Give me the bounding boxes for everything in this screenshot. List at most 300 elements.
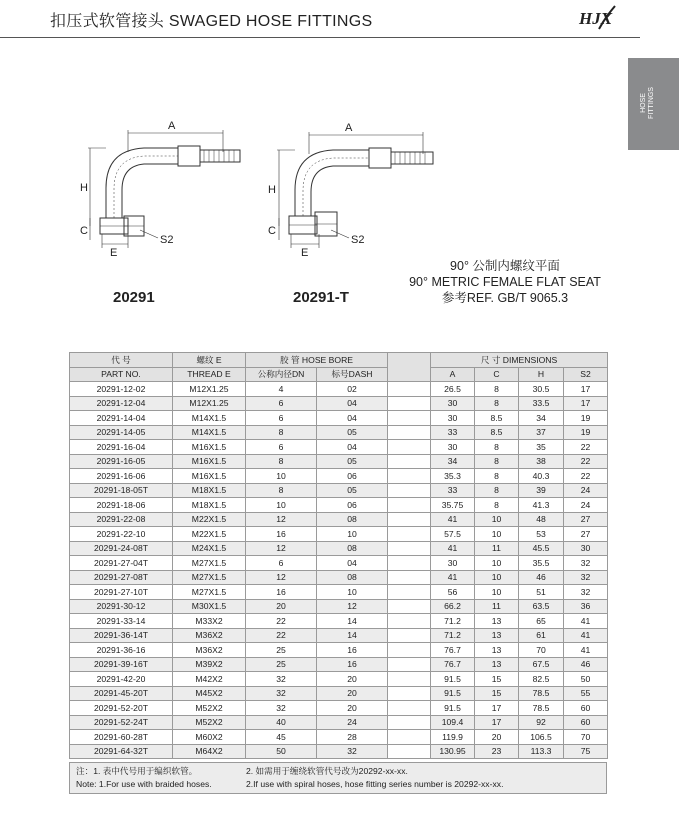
cell-s2: 60 — [564, 715, 608, 730]
cell-thread: M36X2 — [173, 643, 246, 658]
cell-dn: 8 — [246, 454, 317, 469]
cell-dn: 12 — [246, 512, 317, 527]
cell-a: 41 — [431, 570, 475, 585]
cell-c: 10 — [475, 556, 519, 571]
cell-a: 71.2 — [431, 614, 475, 629]
cell-part-no: 20291-27-04T — [70, 556, 173, 571]
cell-h: 35.5 — [519, 556, 564, 571]
cell-dn: 25 — [246, 643, 317, 658]
cell-dn: 40 — [246, 715, 317, 730]
cell-dash: 05 — [317, 454, 388, 469]
cell-dn: 10 — [246, 469, 317, 484]
cell-c: 8 — [475, 396, 519, 411]
cell-c: 10 — [475, 527, 519, 542]
cell-s2: 27 — [564, 527, 608, 542]
cell-a: 35.3 — [431, 469, 475, 484]
cell-thread: M42X2 — [173, 672, 246, 687]
cell-c: 15 — [475, 672, 519, 687]
cell-h: 30.5 — [519, 382, 564, 397]
note-cn-1: 注：1. 表中代号用于编织软管。 — [76, 766, 198, 776]
cell-part-no: 20291-24-08T — [70, 541, 173, 556]
cell-s2: 41 — [564, 614, 608, 629]
cell-a: 33 — [431, 425, 475, 440]
header-rule — [0, 37, 640, 38]
cell-thread: M22X1.5 — [173, 527, 246, 542]
page-title: 扣压式软管接头 SWAGED HOSE FITTINGS — [50, 13, 373, 30]
cell-c: 13 — [475, 643, 519, 658]
cell-a: 30 — [431, 411, 475, 426]
table-row — [70, 585, 608, 600]
fitting-drawing-20291 — [78, 118, 253, 258]
cell-dash: 10 — [317, 585, 388, 600]
table-row — [70, 701, 608, 716]
cell-s2: 22 — [564, 454, 608, 469]
cell-dash: 08 — [317, 541, 388, 556]
cell-spacer — [388, 672, 431, 687]
cell-dash: 32 — [317, 744, 388, 759]
svg-text:A: A — [345, 122, 353, 134]
svg-text:C: C — [268, 225, 276, 237]
cell-s2: 75 — [564, 744, 608, 759]
cell-c: 10 — [475, 585, 519, 600]
table-notes — [69, 762, 607, 794]
cell-h: 63.5 — [519, 599, 564, 614]
cell-part-no: 20291-14-05 — [70, 425, 173, 440]
cell-dn: 4 — [246, 382, 317, 397]
cell-spacer — [388, 454, 431, 469]
section-tab-hose-fittings[interactable] — [628, 58, 679, 150]
table-row — [70, 527, 608, 542]
cell-c: 17 — [475, 715, 519, 730]
svg-text:S2: S2 — [160, 234, 174, 246]
table-row — [70, 614, 608, 629]
cell-dn: 8 — [246, 425, 317, 440]
cell-c: 11 — [475, 599, 519, 614]
cell-s2: 17 — [564, 396, 608, 411]
cell-part-no: 20291-42-20 — [70, 672, 173, 687]
cell-part-no: 20291-39-16T — [70, 657, 173, 672]
header-part-cn: 代 号 — [70, 353, 173, 368]
cell-c: 23 — [475, 744, 519, 759]
cell-thread: M39X2 — [173, 657, 246, 672]
page-header — [0, 0, 679, 38]
cell-a: 30 — [431, 396, 475, 411]
cell-part-no: 20291-45-20T — [70, 686, 173, 701]
cell-dn: 32 — [246, 701, 317, 716]
cell-dash: 14 — [317, 614, 388, 629]
cell-part-no: 20291-22-10 — [70, 527, 173, 542]
cell-s2: 27 — [564, 512, 608, 527]
cell-h: 45.5 — [519, 541, 564, 556]
header-s2: S2 — [564, 367, 608, 382]
cell-h: 38 — [519, 454, 564, 469]
cell-s2: 32 — [564, 570, 608, 585]
cell-spacer — [388, 556, 431, 571]
header-dash: 标号DASH — [317, 367, 388, 382]
cell-dn: 10 — [246, 498, 317, 513]
cell-a: 130.95 — [431, 744, 475, 759]
cell-h: 61 — [519, 628, 564, 643]
cell-h: 67.5 — [519, 657, 564, 672]
cell-thread: M22X1.5 — [173, 512, 246, 527]
cell-dn: 16 — [246, 527, 317, 542]
cell-spacer — [388, 512, 431, 527]
cell-thread: M27X1.5 — [173, 585, 246, 600]
cell-h: 82.5 — [519, 672, 564, 687]
cell-h: 37 — [519, 425, 564, 440]
cell-thread: M12X1.25 — [173, 396, 246, 411]
cell-spacer — [388, 425, 431, 440]
cell-spacer — [388, 440, 431, 455]
cell-spacer — [388, 396, 431, 411]
description-line-cn: 90° 公制内螺纹平面 — [450, 259, 560, 273]
cell-thread: M27X1.5 — [173, 556, 246, 571]
cell-s2: 70 — [564, 730, 608, 745]
cell-spacer — [388, 541, 431, 556]
cell-a: 119.9 — [431, 730, 475, 745]
header-spacer — [388, 353, 431, 382]
cell-dash: 12 — [317, 599, 388, 614]
cell-spacer — [388, 715, 431, 730]
cell-s2: 30 — [564, 541, 608, 556]
cell-c: 13 — [475, 614, 519, 629]
cell-dn: 6 — [246, 396, 317, 411]
cell-thread: M36X2 — [173, 628, 246, 643]
cell-dn: 6 — [246, 556, 317, 571]
cell-dash: 05 — [317, 425, 388, 440]
cell-part-no: 20291-18-06 — [70, 498, 173, 513]
cell-a: 26.5 — [431, 382, 475, 397]
cell-spacer — [388, 585, 431, 600]
cell-dash: 20 — [317, 672, 388, 687]
cell-spacer — [388, 701, 431, 716]
header-part-no: PART NO. — [70, 367, 173, 382]
cell-part-no: 20291-16-04 — [70, 440, 173, 455]
cell-a: 35.75 — [431, 498, 475, 513]
cell-thread: M33X2 — [173, 614, 246, 629]
cell-spacer — [388, 382, 431, 397]
table-row — [70, 556, 608, 571]
cell-dn: 16 — [246, 585, 317, 600]
cell-spacer — [388, 730, 431, 745]
cell-s2: 46 — [564, 657, 608, 672]
cell-part-no: 20291-52-24T — [70, 715, 173, 730]
header-c: C — [475, 367, 519, 382]
cell-part-no: 20291-36-14T — [70, 628, 173, 643]
cell-dash: 06 — [317, 498, 388, 513]
cell-c: 8 — [475, 454, 519, 469]
cell-a: 66.2 — [431, 599, 475, 614]
cell-h: 33.5 — [519, 396, 564, 411]
table-row — [70, 643, 608, 658]
cell-thread: M52X2 — [173, 715, 246, 730]
description-reference: 参考REF. GB/T 9065.3 — [441, 291, 569, 305]
cell-dash: 28 — [317, 730, 388, 745]
cell-spacer — [388, 527, 431, 542]
cell-c: 13 — [475, 657, 519, 672]
cell-part-no: 20291-12-02 — [70, 382, 173, 397]
cell-a: 41 — [431, 512, 475, 527]
cell-dash: 10 — [317, 527, 388, 542]
svg-text:H: H — [268, 184, 276, 196]
header-hose-bore: 胶 管 HOSE BORE — [246, 353, 388, 368]
dimensions-table — [69, 352, 608, 759]
cell-dash: 16 — [317, 657, 388, 672]
cell-part-no: 20291-18-05T — [70, 483, 173, 498]
cell-dn: 6 — [246, 440, 317, 455]
cell-h: 35 — [519, 440, 564, 455]
cell-spacer — [388, 599, 431, 614]
cell-a: 71.2 — [431, 628, 475, 643]
cell-spacer — [388, 469, 431, 484]
table-row — [70, 425, 608, 440]
cell-dash: 08 — [317, 512, 388, 527]
part-label-20291-t: 20291-T — [293, 289, 349, 306]
cell-dash: 06 — [317, 469, 388, 484]
description-line-en: 90° METRIC FEMALE FLAT SEAT — [409, 275, 601, 289]
table-row — [70, 411, 608, 426]
brand-logo — [577, 4, 617, 32]
cell-dash: 05 — [317, 483, 388, 498]
cell-c: 8 — [475, 498, 519, 513]
cell-s2: 50 — [564, 672, 608, 687]
cell-s2: 32 — [564, 556, 608, 571]
cell-thread: M16X1.5 — [173, 469, 246, 484]
cell-part-no: 20291-33-14 — [70, 614, 173, 629]
cell-c: 8 — [475, 440, 519, 455]
cell-s2: 19 — [564, 425, 608, 440]
cell-spacer — [388, 657, 431, 672]
side-tab-line1: HOSE — [640, 93, 647, 113]
cell-c: 8.5 — [475, 425, 519, 440]
cell-a: 76.7 — [431, 657, 475, 672]
cell-dn: 12 — [246, 541, 317, 556]
cell-part-no: 20291-30-12 — [70, 599, 173, 614]
cell-s2: 17 — [564, 382, 608, 397]
cell-c: 17 — [475, 701, 519, 716]
cell-thread: M24X1.5 — [173, 541, 246, 556]
table-row — [70, 469, 608, 484]
cell-h: 92 — [519, 715, 564, 730]
cell-part-no: 20291-52-20T — [70, 701, 173, 716]
cell-c: 8 — [475, 469, 519, 484]
cell-thread: M27X1.5 — [173, 570, 246, 585]
cell-spacer — [388, 744, 431, 759]
cell-s2: 55 — [564, 686, 608, 701]
cell-a: 30 — [431, 556, 475, 571]
note-en-1: Note: 1.For use with braided hoses. — [76, 779, 212, 789]
table-row — [70, 657, 608, 672]
cell-thread: M60X2 — [173, 730, 246, 745]
cell-dash: 02 — [317, 382, 388, 397]
cell-thread: M16X1.5 — [173, 440, 246, 455]
cell-spacer — [388, 483, 431, 498]
table-row — [70, 454, 608, 469]
cell-c: 10 — [475, 570, 519, 585]
table-row — [70, 672, 608, 687]
header-a: A — [431, 367, 475, 382]
cell-part-no: 20291-27-10T — [70, 585, 173, 600]
cell-h: 70 — [519, 643, 564, 658]
note-en-2: 2.If use with spiral hoses, hose fitting series number is 20292-xx-xx. — [246, 779, 504, 789]
cell-h: 65 — [519, 614, 564, 629]
cell-dash: 04 — [317, 556, 388, 571]
cell-c: 8.5 — [475, 411, 519, 426]
cell-dn: 22 — [246, 614, 317, 629]
cell-s2: 19 — [564, 411, 608, 426]
cell-s2: 60 — [564, 701, 608, 716]
header-dimensions: 尺 寸 DIMENSIONS — [431, 353, 608, 368]
cell-a: 34 — [431, 454, 475, 469]
cell-spacer — [388, 628, 431, 643]
cell-c: 11 — [475, 541, 519, 556]
cell-h: 48 — [519, 512, 564, 527]
cell-a: 33 — [431, 483, 475, 498]
svg-text:E: E — [301, 247, 309, 259]
cell-part-no: 20291-36-16 — [70, 643, 173, 658]
cell-dn: 6 — [246, 411, 317, 426]
cell-part-no: 20291-14-04 — [70, 411, 173, 426]
cell-dn: 12 — [246, 570, 317, 585]
svg-text:HJX: HJX — [579, 9, 613, 28]
cell-thread: M64X2 — [173, 744, 246, 759]
cell-s2: 24 — [564, 498, 608, 513]
header-thread-cn: 螺纹 E — [173, 353, 246, 368]
cell-dn: 20 — [246, 599, 317, 614]
svg-text:C: C — [80, 225, 88, 237]
cell-c: 10 — [475, 512, 519, 527]
cell-thread: M45X2 — [173, 686, 246, 701]
cell-dash: 20 — [317, 701, 388, 716]
cell-dn: 25 — [246, 657, 317, 672]
cell-dn: 8 — [246, 483, 317, 498]
cell-dash: 04 — [317, 440, 388, 455]
cell-thread: M16X1.5 — [173, 454, 246, 469]
cell-thread: M18X1.5 — [173, 483, 246, 498]
fitting-drawing-20291-t — [265, 120, 445, 260]
cell-spacer — [388, 686, 431, 701]
cell-part-no: 20291-12-04 — [70, 396, 173, 411]
cell-part-no: 20291-22-08 — [70, 512, 173, 527]
cell-dn: 32 — [246, 672, 317, 687]
side-tab-line2: FITTINGS — [648, 87, 655, 119]
cell-h: 53 — [519, 527, 564, 542]
cell-spacer — [388, 498, 431, 513]
cell-dash: 14 — [317, 628, 388, 643]
table-row — [70, 570, 608, 585]
cell-thread: M52X2 — [173, 701, 246, 716]
table-row — [70, 686, 608, 701]
svg-text:S2: S2 — [351, 234, 365, 246]
svg-text:A: A — [168, 120, 176, 132]
cell-s2: 22 — [564, 469, 608, 484]
cell-h: 41.3 — [519, 498, 564, 513]
cell-h: 113.3 — [519, 744, 564, 759]
svg-text:H: H — [80, 182, 88, 194]
cell-part-no: 20291-27-08T — [70, 570, 173, 585]
cell-thread: M12X1.25 — [173, 382, 246, 397]
cell-a: 91.5 — [431, 672, 475, 687]
cell-a: 109.4 — [431, 715, 475, 730]
part-label-20291: 20291 — [113, 289, 155, 306]
cell-a: 56 — [431, 585, 475, 600]
cell-c: 8 — [475, 382, 519, 397]
table-row — [70, 483, 608, 498]
cell-c: 15 — [475, 686, 519, 701]
note-cn-2: 2. 如需用于缠绕软管代号改为20292-xx-xx. — [246, 766, 408, 776]
cell-dash: 08 — [317, 570, 388, 585]
header-dn: 公称内径DN — [246, 367, 317, 382]
cell-a: 91.5 — [431, 701, 475, 716]
cell-h: 34 — [519, 411, 564, 426]
fitting-description — [395, 258, 615, 306]
cell-a: 41 — [431, 541, 475, 556]
table-row — [70, 730, 608, 745]
cell-c: 20 — [475, 730, 519, 745]
cell-h: 51 — [519, 585, 564, 600]
cell-part-no: 20291-16-05 — [70, 454, 173, 469]
cell-a: 57.5 — [431, 527, 475, 542]
cell-thread: M30X1.5 — [173, 599, 246, 614]
table-row — [70, 498, 608, 513]
cell-part-no: 20291-64-32T — [70, 744, 173, 759]
cell-a: 76.7 — [431, 643, 475, 658]
cell-h: 78.5 — [519, 686, 564, 701]
table-row — [70, 382, 608, 397]
table-row — [70, 396, 608, 411]
cell-c: 13 — [475, 628, 519, 643]
cell-a: 91.5 — [431, 686, 475, 701]
table-row — [70, 599, 608, 614]
cell-thread: M14X1.5 — [173, 411, 246, 426]
table-row — [70, 512, 608, 527]
cell-h: 39 — [519, 483, 564, 498]
cell-spacer — [388, 570, 431, 585]
cell-part-no: 20291-60-28T — [70, 730, 173, 745]
svg-text:E: E — [110, 247, 118, 258]
cell-s2: 41 — [564, 643, 608, 658]
cell-dn: 22 — [246, 628, 317, 643]
cell-s2: 41 — [564, 628, 608, 643]
cell-dn: 32 — [246, 686, 317, 701]
cell-h: 106.5 — [519, 730, 564, 745]
cell-part-no: 20291-16-06 — [70, 469, 173, 484]
table-row — [70, 440, 608, 455]
cell-thread: M14X1.5 — [173, 425, 246, 440]
cell-dash: 04 — [317, 411, 388, 426]
cell-c: 8 — [475, 483, 519, 498]
cell-h: 46 — [519, 570, 564, 585]
cell-thread: M18X1.5 — [173, 498, 246, 513]
cell-spacer — [388, 614, 431, 629]
cell-s2: 32 — [564, 585, 608, 600]
cell-dash: 04 — [317, 396, 388, 411]
cell-spacer — [388, 411, 431, 426]
table-row — [70, 628, 608, 643]
cell-dash: 20 — [317, 686, 388, 701]
cell-dn: 45 — [246, 730, 317, 745]
cell-spacer — [388, 643, 431, 658]
header-h: H — [519, 367, 564, 382]
cell-s2: 36 — [564, 599, 608, 614]
table-row — [70, 541, 608, 556]
cell-s2: 24 — [564, 483, 608, 498]
cell-dn: 50 — [246, 744, 317, 759]
cell-h: 40.3 — [519, 469, 564, 484]
cell-dash: 24 — [317, 715, 388, 730]
cell-h: 78.5 — [519, 701, 564, 716]
cell-s2: 22 — [564, 440, 608, 455]
